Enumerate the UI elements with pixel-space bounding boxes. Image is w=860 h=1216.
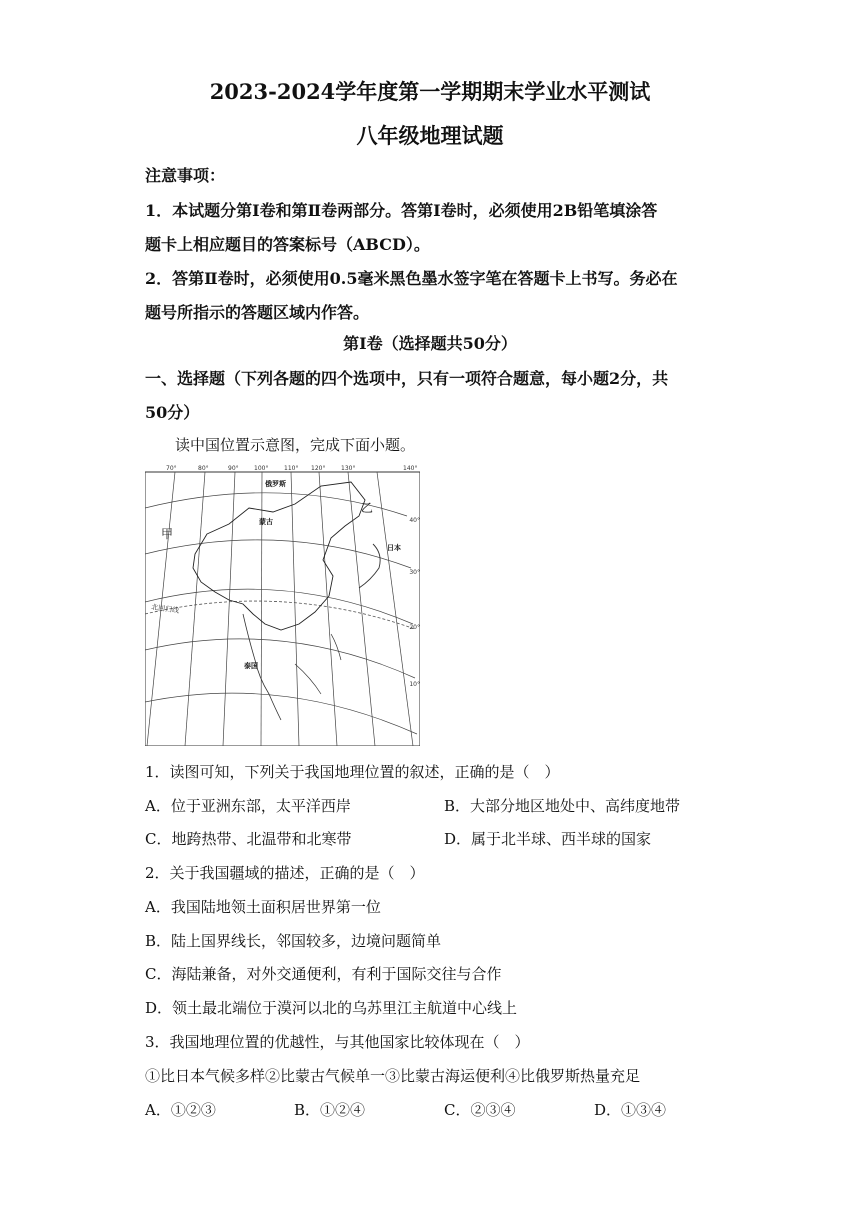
q3-option-b[interactable]: B．①②④ <box>294 1101 366 1119</box>
part-heading-line-2: 50分） <box>145 403 200 422</box>
label-thailand: 泰国 <box>244 662 258 670</box>
label-japan: 日本 <box>387 544 401 552</box>
label-jia: 甲 <box>161 527 174 541</box>
lat-label-20: 20° <box>409 624 420 631</box>
lat-label-40: 40° <box>409 517 420 524</box>
question-2-stem: 2．关于我国疆域的描述，正确的是（ ） <box>145 864 425 882</box>
q3-option-c[interactable]: C．②③④ <box>444 1101 516 1119</box>
lon-label-120: 120° <box>311 465 326 472</box>
question-3-stem: 3．我国地理位置的优越性，与其他国家比较体现在（ ） <box>145 1033 530 1051</box>
q1-option-a[interactable]: A．位于亚洲东部，太平洋西岸 <box>145 797 351 815</box>
lon-label-90: 90° <box>228 465 239 472</box>
q2-option-c[interactable]: C．海陆兼备，对外交通便利，有利于国际交往与合作 <box>145 965 502 983</box>
notice-item-1-line-2: 题卡上相应题目的答案标号（ABCD）。 <box>145 235 430 254</box>
notice-heading: 注意事项： <box>145 166 226 185</box>
q1-option-d[interactable]: D．属于北半球、西半球的国家 <box>444 830 652 848</box>
q1-option-c[interactable]: C．地跨热带、北温带和北寒带 <box>145 830 352 848</box>
exam-title: 2023-2024学年度第一学期期末学业水平测试 <box>209 79 651 104</box>
q3-option-d[interactable]: D．①③④ <box>594 1101 667 1119</box>
label-russia: 俄罗斯 <box>265 480 286 488</box>
notice-item-1-line-1: 1．本试题分第Ⅰ卷和第Ⅱ卷两部分。答第Ⅰ卷时，必须使用2B铅笔填涂答 <box>145 201 658 220</box>
lon-label-140: 140° <box>403 465 418 472</box>
lon-label-130: 130° <box>341 465 356 472</box>
label-tropic: 北回归线 <box>150 603 180 615</box>
q2-option-a[interactable]: A．我国陆地领土面积居世界第一位 <box>145 898 381 916</box>
question-1-stem: 1．读图可知，下列关于我国地理位置的叙述，正确的是（ ） <box>145 763 560 781</box>
lat-label-30: 30° <box>409 569 420 576</box>
question-3-statements: ①比日本气候多样②比蒙古气候单一③比蒙古海运便利④比俄罗斯热量充足 <box>145 1067 641 1085</box>
q2-option-d[interactable]: D．领土最北端位于漠河以北的乌苏里江主航道中心线上 <box>145 999 518 1017</box>
q3-option-a[interactable]: A．①②③ <box>145 1101 216 1119</box>
map-intro: 读中国位置示意图，完成下面小题。 <box>175 436 416 454</box>
notice-item-2-line-2: 题号所指示的答题区域内作答。 <box>145 303 370 322</box>
q1-option-b[interactable]: B．大部分地区地处中、高纬度地带 <box>444 797 681 815</box>
exam-subtitle: 八年级地理试题 <box>356 123 504 148</box>
volume-heading: 第Ⅰ卷（选择题共50分） <box>343 334 517 353</box>
q2-option-b[interactable]: B．陆上国界线长，邻国较多，边境问题简单 <box>145 932 442 950</box>
lon-label-100: 100° <box>254 465 269 472</box>
lat-label-10: 10° <box>409 681 420 688</box>
lon-label-70: 70° <box>166 465 177 472</box>
lon-label-80: 80° <box>198 465 209 472</box>
label-yi: 乙 <box>361 501 374 515</box>
lon-label-110: 110° <box>284 465 299 472</box>
part-heading-line-1: 一、选择题（下列各题的四个选项中，只有一项符合题意，每小题2分，共 <box>145 369 669 388</box>
label-mongolia: 蒙古 <box>259 518 273 526</box>
china-location-map <box>145 464 420 746</box>
notice-item-2-line-1: 2．答第Ⅱ卷时，必须使用0.5毫米黑色墨水签字笔在答题卡上书写。务必在 <box>145 269 678 288</box>
